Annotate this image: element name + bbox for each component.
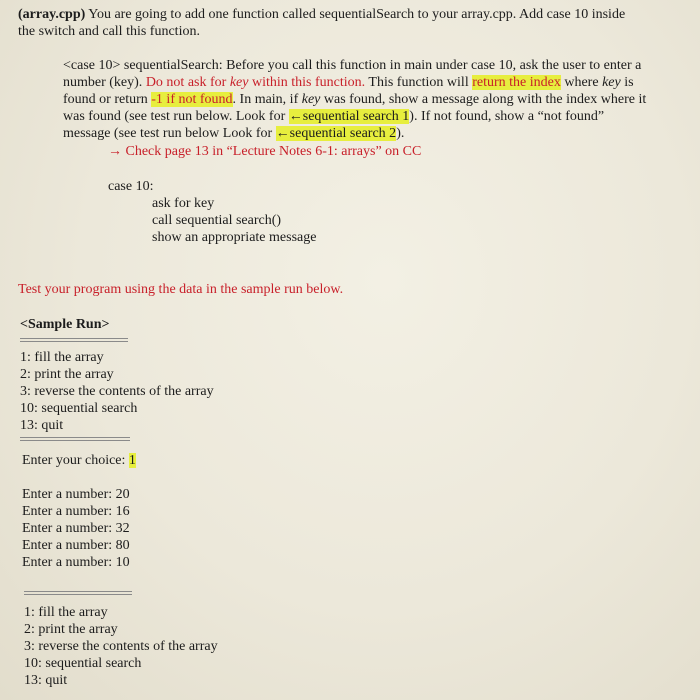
sample-run-title: <Sample Run>	[20, 317, 110, 332]
menu-item: 10: sequential search	[20, 401, 138, 416]
file-name: (array.cpp)	[18, 7, 86, 22]
highlight-return-index: return the index	[472, 75, 561, 90]
highlight-not-found: -1 if not found	[151, 92, 233, 107]
divider	[20, 338, 128, 342]
intro-line-1: (array.cpp) You are going to add one function called sequentialSearch to your array.cpp. Add case 10 inside	[18, 7, 626, 22]
menu-item: 3: reverse the contents of the array	[24, 639, 218, 654]
menu-item: 2: print the array	[20, 367, 114, 382]
check-lecture-notes: → Check page 13 in “Lecture Notes 6-1: arrays” on CC	[108, 144, 422, 159]
number-entry: Enter a number: 80	[22, 538, 130, 553]
menu-item: 13: quit	[20, 418, 64, 433]
case-desc-line-1: <case 10> sequentialSearch: Before you call this function in main under case 10, ask the user to enter a	[63, 58, 642, 73]
menu-item: 13: quit	[24, 673, 68, 688]
menu-item: 3: reverse the contents of the array	[20, 384, 214, 399]
case-desc-line-2: number (key). Do not ask for key within this function. This function will return the index where key is	[63, 75, 634, 90]
menu-item: 10: sequential search	[24, 656, 142, 671]
test-instruction: Test your program using the data in the sample run below.	[18, 282, 344, 297]
number-entry: Enter a number: 32	[22, 521, 130, 536]
case-desc-line-4: was found (see test run below. Look for ←sequential search 1). If not found, show a “not found”	[63, 109, 605, 124]
number-entry: Enter a number: 20	[22, 487, 130, 502]
choice-prompt: Enter your choice: 1	[22, 453, 136, 468]
pseudo-header: case 10:	[108, 179, 154, 194]
menu-item: 2: print the array	[24, 622, 118, 637]
choice-value: 1	[128, 453, 136, 468]
pseudo-line: ask for key	[152, 196, 215, 211]
menu-item: 1: fill the array	[20, 350, 104, 365]
case-desc-line-3: found or return -1 if not found. In main, if key was found, show a message along with the index where it	[63, 92, 647, 107]
number-entry: Enter a number: 16	[22, 504, 130, 519]
case-desc-line-5: message (see test run below Look for ←sequential search 2).	[63, 126, 405, 141]
pseudo-line: call sequential search()	[152, 213, 282, 228]
divider	[24, 591, 132, 595]
pseudo-line: show an appropriate message	[152, 230, 317, 245]
divider	[20, 437, 130, 441]
menu-item: 1: fill the array	[24, 605, 108, 620]
highlight-seq-search-1: ←sequential search 1	[288, 109, 410, 124]
intro-line-2: the switch and call this function.	[18, 24, 200, 39]
highlight-seq-search-2: ←sequential search 2	[275, 126, 397, 141]
number-entry: Enter a number: 10	[22, 555, 130, 570]
